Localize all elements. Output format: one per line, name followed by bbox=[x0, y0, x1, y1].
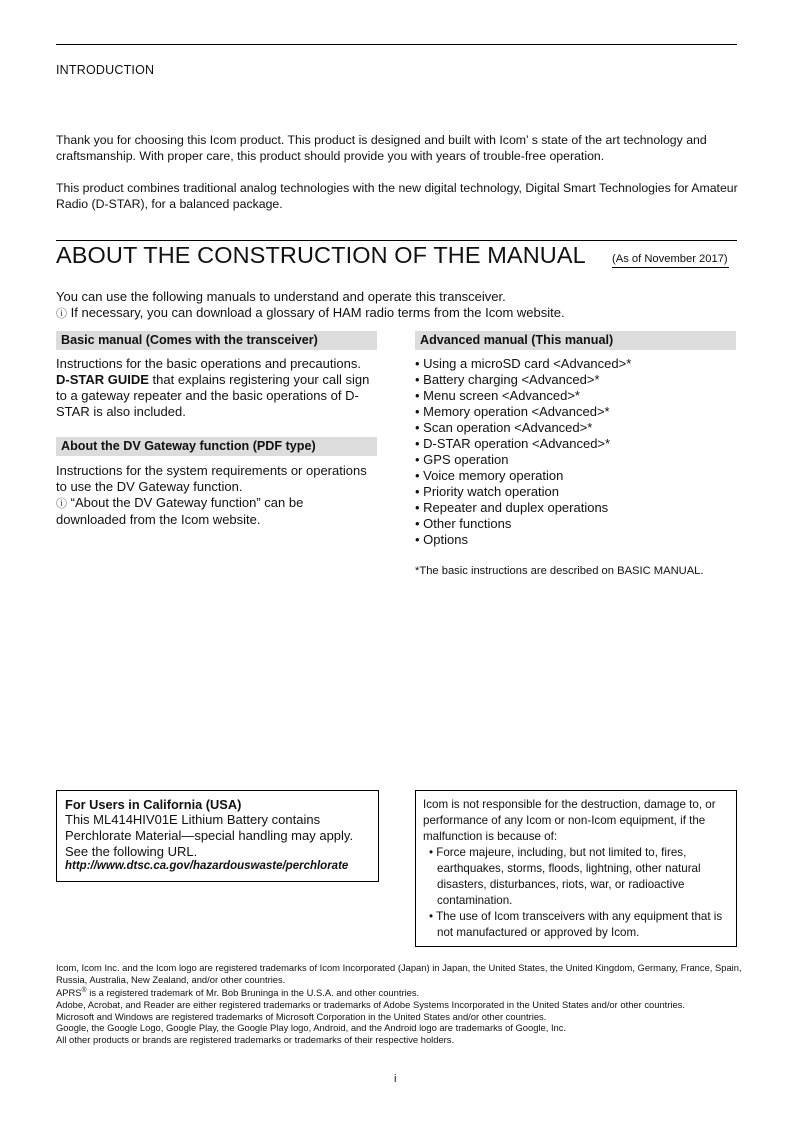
aprs-text: is a registered trademark of Mr. Bob Bruninga in the U.S.A. and other countries. bbox=[86, 987, 420, 999]
trademark-adobe: Adobe, Acrobat, and Reader are either registered trademarks or trademarks of Adobe Systems Incorporated in the United States and/or other countries. bbox=[56, 998, 685, 1010]
aprs-label: APRS bbox=[56, 987, 82, 999]
construction-lead: You can use the following manuals to understand and operate this transceiver. bbox=[56, 289, 506, 304]
glossary-note bbox=[56, 305, 746, 322]
disclaimer-list bbox=[423, 845, 729, 941]
california-line-1: This ML414HIV01E Lithium Battery contains bbox=[65, 812, 321, 827]
section-label: INTRODUCTION bbox=[56, 63, 155, 77]
california-url[interactable]: http://www.dtsc.ca.gov/hazardouswaste/perchlorate bbox=[65, 860, 349, 872]
list-item: • The use of Icom transceivers with any equipment that is not manufactured or approved by Icom. bbox=[429, 910, 723, 939]
list-item: • Priority watch operation bbox=[415, 484, 560, 499]
dv-gateway-note bbox=[56, 495, 326, 528]
section-title: ABOUT THE CONSTRUCTION OF THE MANUAL bbox=[56, 242, 586, 268]
list-item: • Options bbox=[415, 532, 468, 547]
info-icon: ⓘ bbox=[56, 308, 67, 320]
intro-paragraph-1: Thank you for choosing this Icom product. This product is designed and built with Icom’ s state of the art technology and craftsmanship. With proper care, this product should provide you with years of trouble-free operation. bbox=[56, 133, 707, 163]
as-of-date: (As of November 2017) bbox=[612, 252, 729, 268]
dstar-guide-label: D-STAR GUIDE bbox=[56, 372, 149, 387]
list-item: • Force majeure, including, but not limited to, fires, earthquakes, storms, floods, lightning, other natural disasters, disturbances, riots, war, or radioactive contamination. bbox=[429, 846, 701, 907]
basic-manual-line-1: Instructions for the basic operations and precautions. bbox=[56, 356, 361, 371]
trademark-google: Google, the Google Logo, Google Play, the Google Play logo, Android, and the Android logo are trademarks of Google, Inc. bbox=[56, 1022, 567, 1034]
list-item: • Using a microSD card <Advanced>* bbox=[415, 356, 632, 371]
advanced-manual-heading: Advanced manual (This manual) bbox=[415, 331, 736, 350]
list-item: • Memory operation <Advanced>* bbox=[415, 404, 610, 419]
california-notice-box bbox=[56, 790, 379, 882]
dv-gateway-note-text: “About the DV Gateway function” can be downloaded from the Icom website. bbox=[56, 495, 304, 527]
list-item: • Battery charging <Advanced>* bbox=[415, 372, 600, 387]
disclaimer-intro: Icom is not responsible for the destruction, damage to, or performance of any Icom or non-Icom equipment, if the malfunction is because of: bbox=[423, 798, 716, 843]
advanced-manual-list bbox=[415, 356, 736, 548]
list-item: • Menu screen <Advanced>* bbox=[415, 388, 580, 403]
basic-manual-description bbox=[56, 356, 381, 420]
california-line-3: See the following URL. bbox=[65, 844, 198, 859]
dv-gateway-heading: About the DV Gateway function (PDF type) bbox=[56, 437, 377, 456]
intro-paragraph-2: This product combines traditional analog technologies with the new digital technology, Digital Smart Technologies for Amateur Radio (D-STAR), for a balanced package. bbox=[56, 181, 738, 211]
list-item: • Scan operation <Advanced>* bbox=[415, 420, 593, 435]
page-number: i bbox=[394, 1073, 397, 1085]
registered-mark: ® bbox=[81, 987, 87, 995]
trademark-other: All other products or brands are registered trademarks or trademarks of their respective holders. bbox=[56, 1033, 455, 1045]
advanced-manual-footnote: *The basic instructions are described on BASIC MANUAL. bbox=[415, 565, 704, 577]
top-rule bbox=[56, 44, 737, 45]
basic-manual-heading: Basic manual (Comes with the transceiver) bbox=[56, 331, 377, 350]
trademark-aprs bbox=[56, 985, 746, 999]
list-item: • Repeater and duplex operations bbox=[415, 500, 609, 515]
glossary-note-text: If necessary, you can download a glossary of HAM radio terms from the Icom website. bbox=[70, 305, 565, 320]
info-icon: ⓘ bbox=[56, 498, 67, 510]
basic-manual-line-2-text: that explains registering your call sign to a gateway repeater and the basic operations of D-STAR is also included. bbox=[56, 372, 370, 419]
basic-manual-line-2 bbox=[56, 372, 381, 420]
list-item: • GPS operation bbox=[415, 452, 509, 467]
california-title: For Users in California (USA) bbox=[65, 797, 242, 812]
list-item: • Voice memory operation bbox=[415, 468, 564, 483]
dv-gateway-description: Instructions for the system requirements or operations to use the DV Gateway function. bbox=[56, 463, 367, 494]
trademarks-block bbox=[56, 962, 746, 1045]
list-item: • D-STAR operation <Advanced>* bbox=[415, 436, 611, 451]
trademark-icom: Icom, Icom Inc. and the Icom logo are registered trademarks of Icom Incorporated (Japan) in Japan, the United States, the United Kingdom, Germany, France, Spain, Russia, Australia, New Zealand, and/or other countries. bbox=[56, 962, 742, 985]
trademark-microsoft: Microsoft and Windows are registered trademarks of Microsoft Corporation in the United States and/or other countries. bbox=[56, 1010, 547, 1022]
list-item: • Other functions bbox=[415, 516, 512, 531]
disclaimer-box bbox=[415, 790, 737, 947]
california-line-2: Perchlorate Material—special handling may apply. bbox=[65, 828, 354, 843]
